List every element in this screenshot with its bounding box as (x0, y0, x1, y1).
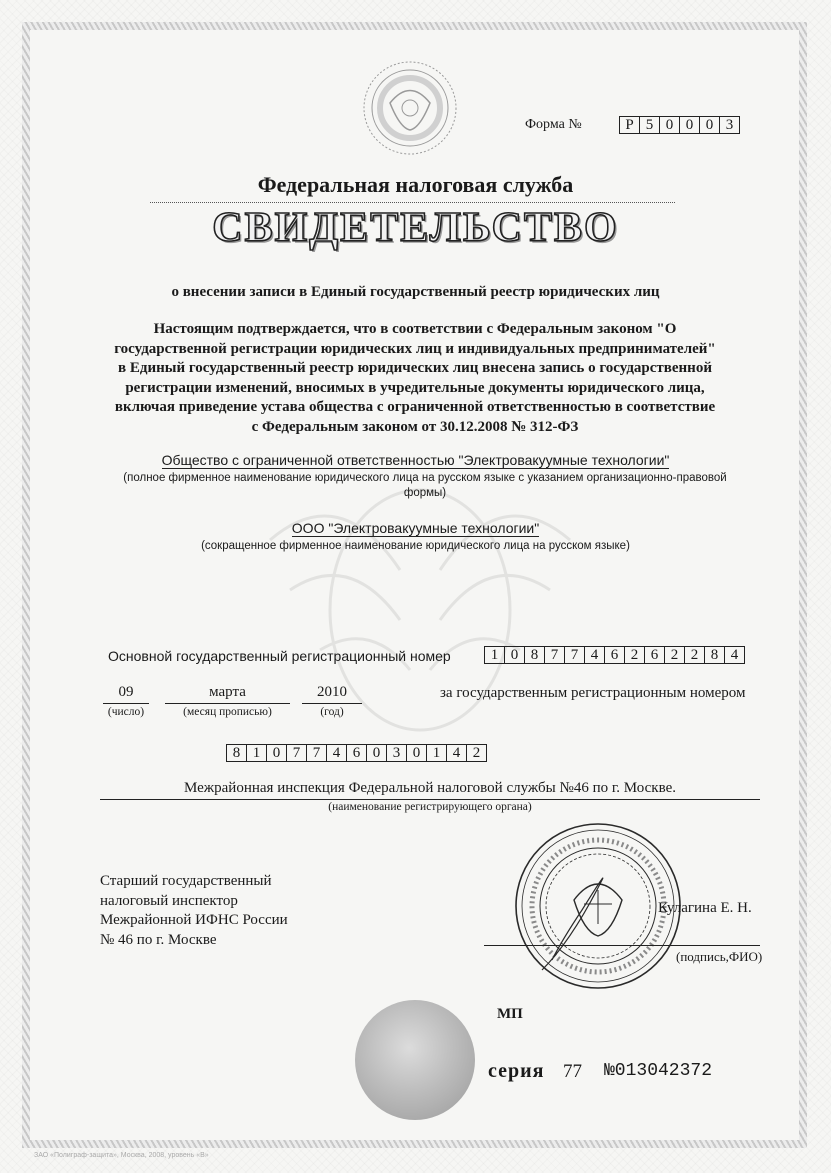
header-divider (150, 202, 675, 203)
ogrn-digit: 8 (704, 646, 725, 664)
signer-position-line: Старший государственный (100, 873, 272, 889)
full-name-caption-line: (полное фирменное наименование юридического лица на русском языке с указанием организационно-правовой (123, 472, 727, 484)
grn-digit: 4 (326, 744, 347, 762)
printer-imprint: ЗАО «Полиграф-защита», Москва, 2008, уровень «В» (34, 1152, 209, 1159)
year-caption: (год) (320, 706, 344, 718)
stamp-place-label: МП (497, 1006, 523, 1022)
ogrn-digit: 4 (724, 646, 745, 664)
full-company-name: Общество с ограниченной ответственностью "Электровакуумные технологии" (161, 452, 670, 468)
grn-cells (227, 744, 487, 762)
statement-line: в Единый государственный реестр юридических лиц внесена запись о государственной (118, 360, 712, 376)
ogrn-digit: 2 (664, 646, 685, 664)
ogrn-digit: 6 (644, 646, 665, 664)
short-company-name: ООО "Электровакуумные технологии" (291, 520, 540, 536)
grn-digit: 0 (406, 744, 427, 762)
form-number-digit: 0 (699, 116, 720, 134)
signer-position (100, 872, 288, 950)
ogrn-digit: 4 (584, 646, 605, 664)
grn-digit: 4 (446, 744, 467, 762)
form-number-cells (620, 116, 740, 134)
grn-digit: 1 (426, 744, 447, 762)
form-number-digit: Р (619, 116, 640, 134)
ogrn-label: Основной государственный регистрационный номер (108, 648, 451, 664)
signer-position-line: № 46 по г. Москве (100, 931, 217, 948)
grn-intro-text: за государственным регистрационным номером (440, 685, 746, 701)
statement-line: включая приведение устава общества с ограниченной ответственностью в соответствие (114, 399, 716, 415)
ogrn-digit: 6 (604, 646, 625, 664)
document-subtitle: о внесении записи в Единый государственный реестр юридических лиц (171, 284, 660, 300)
registering-authority: Межрайонная инспекция Федеральной налоговой службы №46 по г. Москве. (100, 780, 760, 800)
form-number-digit: 3 (719, 116, 740, 134)
signature-caption: (подпись,ФИО) (676, 949, 763, 964)
date-month: марта (209, 684, 246, 700)
form-number-digit: 0 (659, 116, 680, 134)
series-label: серия (488, 1060, 545, 1082)
ogrn-digit: 8 (524, 646, 545, 664)
grn-digit: 8 (226, 744, 247, 762)
form-number-digit: 0 (679, 116, 700, 134)
grn-digit: 7 (306, 744, 327, 762)
certificate-statement (60, 320, 770, 437)
ogrn-digit: 1 (484, 646, 505, 664)
day-underline (103, 703, 149, 704)
signer-position-line: налоговый инспектор (100, 892, 238, 909)
grn-digit: 1 (246, 744, 267, 762)
month-caption: (месяц прописью) (183, 706, 272, 718)
ogrn-cells (485, 646, 745, 664)
grn-digit: 2 (466, 744, 487, 762)
full-name-caption-line: формы) (403, 487, 447, 499)
month-underline (165, 703, 290, 704)
date-day: 09 (118, 684, 134, 700)
grn-digit: 0 (366, 744, 387, 762)
signer-name: Кулагина Е. Н. (658, 900, 752, 916)
short-name-caption: (сокращенное фирменное наименование юридического лица на русском языке) (201, 540, 630, 552)
grn-digit: 3 (386, 744, 407, 762)
statement-line: Настоящим подтверждается, что в соответствии с Федеральным законом "О (153, 321, 677, 337)
signer-position-line: Межрайонной ИФНС России (100, 912, 288, 928)
statement-line: государственной регистрации юридических лиц и индивидуальных предпринимателей" (114, 340, 716, 357)
day-caption: (число) (107, 706, 145, 718)
signature-line (484, 945, 760, 946)
form-number-digit: 5 (639, 116, 660, 134)
full-name-caption (90, 471, 760, 501)
grn-digit: 0 (266, 744, 287, 762)
ogrn-digit: 7 (544, 646, 565, 664)
grn-digit: 6 (346, 744, 367, 762)
eagle-emblem-icon (360, 58, 460, 158)
statement-line: с Федеральным законом от 30.12.2008 № 312-ФЗ (251, 418, 579, 435)
hologram-seal (355, 1000, 475, 1120)
year-underline (302, 703, 362, 704)
grn-digit: 7 (286, 744, 307, 762)
date-year: 2010 (317, 684, 347, 700)
series-number: №013042372 (604, 1061, 713, 1081)
ogrn-digit: 2 (684, 646, 705, 664)
authority-caption: (наименование регистрирующего органа) (328, 801, 532, 813)
ogrn-digit: 2 (624, 646, 645, 664)
ogrn-digit: 7 (564, 646, 585, 664)
agency-name: Федеральная налоговая служба (257, 172, 574, 197)
statement-line: регистрации изменений, вносимых в учредительные документы юридического лица, (125, 379, 705, 396)
ogrn-digit: 0 (504, 646, 525, 664)
document-title: СВИДЕТЕЛЬСТВО (212, 205, 619, 251)
series-region: 77 (563, 1061, 582, 1082)
form-number-label: Форма № (525, 117, 582, 132)
